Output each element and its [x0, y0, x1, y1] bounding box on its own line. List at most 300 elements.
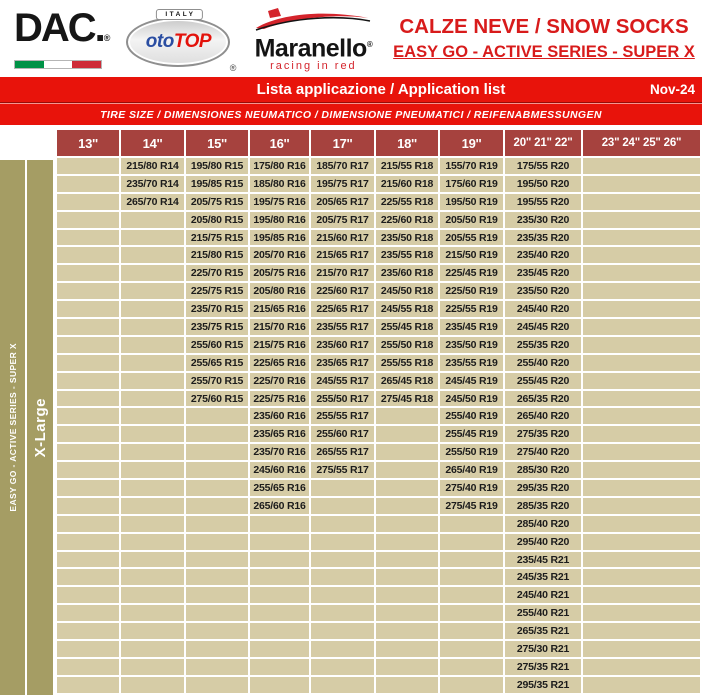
tire-size-cell	[56, 336, 120, 354]
table-row	[56, 264, 701, 282]
tire-size-cell: 275/45 R18	[375, 390, 439, 408]
tire-size-cell: 235/75 R15	[185, 318, 249, 336]
tire-size-cell: 215/80 R14	[120, 157, 185, 175]
tire-size-cell: 295/40 R20	[504, 533, 582, 551]
tire-size-cell	[120, 515, 185, 533]
tire-size-cell	[56, 497, 120, 515]
tire-size-cell	[56, 586, 120, 604]
tire-size-cell	[56, 372, 120, 390]
tire-size-cell	[439, 551, 504, 569]
tire-size-cell	[185, 461, 249, 479]
tire-size-cell: 235/50 R20	[504, 282, 582, 300]
tire-size-cell	[120, 318, 185, 336]
tire-size-cell	[56, 568, 120, 586]
tire-size-cell: 205/65 R17	[310, 193, 375, 211]
tire-size-cell	[375, 497, 439, 515]
tire-size-cell	[185, 407, 249, 425]
tire-size-cell: 205/50 R19	[439, 211, 504, 229]
tire-size-cell: 215/70 R17	[310, 264, 375, 282]
tire-size-cell: 235/55 R19	[439, 354, 504, 372]
table-row	[56, 157, 701, 175]
tire-size-cell	[375, 551, 439, 569]
table-row	[56, 497, 701, 515]
table-row	[56, 586, 701, 604]
table-row	[56, 622, 701, 640]
registered-trademark-icon: ®	[229, 62, 237, 73]
tire-size-cell: 235/60 R16	[249, 407, 310, 425]
tire-size-cell	[310, 586, 375, 604]
table-row	[56, 425, 701, 443]
tire-size-cell: 215/80 R15	[185, 246, 249, 264]
registered-trademark-icon: ®	[103, 33, 111, 43]
tire-size-cell: 255/50 R17	[310, 390, 375, 408]
registered-trademark-icon: ®	[366, 39, 373, 49]
table-row	[56, 354, 701, 372]
tire-size-cell	[249, 622, 310, 640]
tire-size-cell	[310, 658, 375, 676]
tire-size-cell: 175/80 R16	[249, 157, 310, 175]
tire-size-cell: 255/40 R19	[439, 407, 504, 425]
tire-size-cell: 205/70 R16	[249, 246, 310, 264]
tire-size-cell	[249, 676, 310, 694]
tire-size-cell: 235/40 R20	[504, 246, 582, 264]
table-row	[56, 300, 701, 318]
maranello-wordmark: Maranello®	[254, 34, 373, 63]
tire-size-cell	[56, 676, 120, 694]
tire-size-cell: 285/30 R20	[504, 461, 582, 479]
tire-size-cell	[582, 515, 701, 533]
table-row	[56, 372, 701, 390]
tire-size-cell	[120, 497, 185, 515]
tire-size-cell	[185, 497, 249, 515]
tire-size-cell	[249, 568, 310, 586]
tire-size-cell	[310, 622, 375, 640]
tire-size-cell	[582, 175, 701, 193]
tire-size-cell: 265/35 R20	[504, 390, 582, 408]
tire-size-cell	[582, 640, 701, 658]
tire-size-cell: 265/70 R14	[120, 193, 185, 211]
tire-size-cell: 235/45 R20	[504, 264, 582, 282]
table-row	[56, 211, 701, 229]
tire-size-cell	[439, 658, 504, 676]
dac-wordmark: DAC.®	[14, 6, 111, 50]
tire-size-cell: 235/50 R18	[375, 229, 439, 247]
ototop-oto-text: oto	[145, 30, 174, 52]
tire-size-subbanner: TIRE SIZE / DIMENSIONES NEUMATICO / DIMENSIONE PNEUMATICI / REIFENABMESSUNGEN	[0, 103, 702, 125]
tire-size-cell	[120, 443, 185, 461]
tire-size-cell: 235/70 R15	[185, 300, 249, 318]
tire-size-cell	[120, 336, 185, 354]
tire-size-cell: 195/55 R20	[504, 193, 582, 211]
tire-size-cell	[185, 676, 249, 694]
tire-size-cell: 235/35 R20	[504, 229, 582, 247]
tire-size-cell	[120, 622, 185, 640]
tire-size-cell	[120, 211, 185, 229]
tire-size-cell	[56, 354, 120, 372]
tire-size-cell: 255/50 R19	[439, 443, 504, 461]
tire-size-cell	[120, 676, 185, 694]
table-row	[56, 479, 701, 497]
tire-size-cell: 255/65 R16	[249, 479, 310, 497]
tire-table-body	[56, 157, 701, 694]
tire-size-cell	[56, 211, 120, 229]
tire-size-cell	[56, 246, 120, 264]
column-header-6: 19''	[439, 129, 504, 157]
tire-size-cell	[56, 515, 120, 533]
tire-size-cell	[439, 586, 504, 604]
tire-size-cell: 275/35 R21	[504, 658, 582, 676]
tire-size-cell: 265/55 R17	[310, 443, 375, 461]
tire-size-cell	[185, 658, 249, 676]
tire-size-cell	[249, 551, 310, 569]
tire-size-cell	[249, 515, 310, 533]
tire-size-cell: 255/55 R18	[375, 354, 439, 372]
tire-size-cell	[582, 551, 701, 569]
tire-size-cell: 235/70 R14	[120, 175, 185, 193]
tire-size-cell	[582, 229, 701, 247]
tire-size-cell: 265/40 R20	[504, 407, 582, 425]
tire-size-cell	[582, 407, 701, 425]
tire-size-cell: 255/40 R21	[504, 604, 582, 622]
table-row	[56, 533, 701, 551]
tire-size-cell	[120, 246, 185, 264]
tire-size-cell	[185, 586, 249, 604]
tire-size-cell	[582, 676, 701, 694]
tire-size-cell	[582, 604, 701, 622]
column-header-0: 13''	[56, 129, 120, 157]
maranello-logo	[254, 7, 372, 72]
tire-size-cell: 245/45 R20	[504, 318, 582, 336]
tire-size-cell: 225/55 R18	[375, 193, 439, 211]
tire-size-cell: 205/80 R15	[185, 211, 249, 229]
tire-size-cell: 205/55 R19	[439, 229, 504, 247]
tire-size-cell	[582, 443, 701, 461]
tire-size-cell	[120, 354, 185, 372]
tire-size-cell	[185, 640, 249, 658]
tire-size-cell	[582, 246, 701, 264]
tire-size-cell	[120, 461, 185, 479]
tire-size-cell	[375, 515, 439, 533]
tire-size-cell	[56, 425, 120, 443]
tire-size-cell: 255/40 R20	[504, 354, 582, 372]
tire-size-cell	[120, 300, 185, 318]
tire-size-cell: 225/65 R17	[310, 300, 375, 318]
tire-size-cell	[582, 264, 701, 282]
tire-size-cell	[310, 640, 375, 658]
tire-size-cell	[582, 586, 701, 604]
tire-size-cell: 295/35 R21	[504, 676, 582, 694]
tire-size-cell	[120, 282, 185, 300]
side-strips	[0, 128, 53, 695]
tire-size-cell	[56, 479, 120, 497]
tire-size-cell	[56, 229, 120, 247]
tire-size-cell: 255/45 R20	[504, 372, 582, 390]
tire-size-cell	[582, 157, 701, 175]
tire-size-cell: 215/75 R16	[249, 336, 310, 354]
tire-size-cell	[582, 372, 701, 390]
maranello-tagline: racing in red	[270, 60, 357, 73]
tire-size-cell: 195/80 R15	[185, 157, 249, 175]
tire-size-cell	[185, 479, 249, 497]
tire-size-cell: 205/75 R15	[185, 193, 249, 211]
tire-size-cell	[582, 193, 701, 211]
tire-size-cell	[120, 658, 185, 676]
tire-size-cell	[249, 586, 310, 604]
tire-size-cell	[56, 300, 120, 318]
tire-size-cell: 195/50 R19	[439, 193, 504, 211]
tire-size-cell: 235/55 R17	[310, 318, 375, 336]
tire-size-cell	[185, 425, 249, 443]
tire-size-cell	[439, 515, 504, 533]
tire-size-cell	[56, 604, 120, 622]
ototop-oval	[126, 17, 230, 67]
tire-size-cell	[582, 354, 701, 372]
tire-size-cell	[375, 479, 439, 497]
tire-size-cell: 245/35 R21	[504, 568, 582, 586]
tire-size-cell: 195/50 R20	[504, 175, 582, 193]
tire-size-cell	[375, 604, 439, 622]
tire-size-cell	[310, 497, 375, 515]
tire-size-cell	[375, 461, 439, 479]
table-row	[56, 461, 701, 479]
table-row	[56, 175, 701, 193]
tire-size-cell	[439, 622, 504, 640]
series-vertical-strip	[0, 160, 25, 695]
column-header-2: 15''	[185, 129, 249, 157]
tire-size-cell	[439, 568, 504, 586]
table-row	[56, 604, 701, 622]
tire-size-cell	[249, 658, 310, 676]
column-header-7: 20" 21" 22"	[504, 129, 582, 157]
column-header-3: 16''	[249, 129, 310, 157]
dac-logo	[14, 8, 110, 69]
tire-size-cell	[56, 264, 120, 282]
tire-size-cell	[56, 282, 120, 300]
tire-size-cell	[375, 658, 439, 676]
tire-size-cell	[120, 568, 185, 586]
tire-size-cell	[439, 604, 504, 622]
tire-size-cell	[582, 533, 701, 551]
application-list-banner	[0, 77, 702, 103]
tire-size-cell	[582, 211, 701, 229]
product-title-block	[390, 14, 702, 64]
tire-size-cell	[375, 676, 439, 694]
tire-size-cell: 205/75 R17	[310, 211, 375, 229]
tire-size-cell: 155/70 R19	[439, 157, 504, 175]
tire-size-cell: 255/35 R20	[504, 336, 582, 354]
tire-size-cell	[375, 425, 439, 443]
tire-size-cell: 255/45 R18	[375, 318, 439, 336]
tire-size-cell: 275/40 R19	[439, 479, 504, 497]
tire-size-cell: 255/65 R15	[185, 354, 249, 372]
tire-size-cell	[375, 640, 439, 658]
tire-size-cell: 215/55 R18	[375, 157, 439, 175]
table-row	[56, 443, 701, 461]
table-row	[56, 640, 701, 658]
tire-size-cell	[56, 157, 120, 175]
tire-size-cell: 215/50 R19	[439, 246, 504, 264]
tire-size-cell	[249, 640, 310, 658]
tire-size-cell: 225/45 R19	[439, 264, 504, 282]
table-row	[56, 282, 701, 300]
ototop-italy-label: ITALY	[156, 9, 202, 20]
tire-size-cell: 225/60 R18	[375, 211, 439, 229]
tire-size-cell: 205/75 R16	[249, 264, 310, 282]
tire-size-cell	[56, 193, 120, 211]
table-row	[56, 193, 701, 211]
tire-size-cell	[185, 622, 249, 640]
tire-size-cell: 255/45 R19	[439, 425, 504, 443]
table-row	[56, 515, 701, 533]
tire-size-cell	[120, 407, 185, 425]
tire-size-cell	[375, 586, 439, 604]
tire-size-cell: 235/70 R16	[249, 443, 310, 461]
tire-size-cell	[310, 479, 375, 497]
tire-size-cell	[582, 461, 701, 479]
table-row	[56, 551, 701, 569]
tire-size-cell: 205/80 R16	[249, 282, 310, 300]
tire-size-cell: 275/40 R20	[504, 443, 582, 461]
tire-size-cell: 225/65 R16	[249, 354, 310, 372]
size-vertical-strip	[27, 160, 53, 695]
table-row	[56, 407, 701, 425]
tire-size-cell: 185/70 R17	[310, 157, 375, 175]
maranello-car-swoosh-icon	[254, 7, 372, 33]
tire-size-cell: 215/60 R17	[310, 229, 375, 247]
tire-size-cell	[56, 407, 120, 425]
tire-size-cell: 245/55 R18	[375, 300, 439, 318]
tire-size-cell: 235/65 R17	[310, 354, 375, 372]
tire-size-cell: 225/75 R15	[185, 282, 249, 300]
tire-size-cell	[582, 497, 701, 515]
tire-size-cell	[56, 461, 120, 479]
tire-size-cell: 245/60 R16	[249, 461, 310, 479]
tire-size-cell: 275/30 R21	[504, 640, 582, 658]
tire-size-cell	[375, 407, 439, 425]
tire-size-cell	[582, 425, 701, 443]
tire-size-cell: 195/75 R16	[249, 193, 310, 211]
tire-size-cell: 265/40 R19	[439, 461, 504, 479]
tire-size-cell: 245/45 R19	[439, 372, 504, 390]
tire-size-cell: 215/70 R16	[249, 318, 310, 336]
tire-size-cell: 235/30 R20	[504, 211, 582, 229]
table-row	[56, 246, 701, 264]
tire-size-cell	[120, 533, 185, 551]
tire-size-cell: 225/70 R15	[185, 264, 249, 282]
tire-size-cell	[375, 622, 439, 640]
tire-size-cell: 235/60 R18	[375, 264, 439, 282]
tire-size-cell	[582, 318, 701, 336]
tire-size-cell	[310, 568, 375, 586]
tire-size-cell	[310, 533, 375, 551]
application-table-area	[0, 128, 702, 695]
tire-size-cell: 225/70 R16	[249, 372, 310, 390]
column-header-row	[56, 129, 701, 157]
product-series-title: EASY GO - ACTIVE SERIES - SUPER X	[393, 42, 695, 61]
tire-size-cell: 225/60 R17	[310, 282, 375, 300]
tire-size-cell: 285/35 R20	[504, 497, 582, 515]
tire-size-cell: 255/50 R18	[375, 336, 439, 354]
tire-size-cell	[56, 390, 120, 408]
tire-size-cell	[120, 479, 185, 497]
tire-size-cell	[375, 443, 439, 461]
tire-size-cell	[56, 175, 120, 193]
italian-flag-icon	[14, 60, 102, 69]
tire-application-table	[55, 128, 702, 695]
tire-size-cell	[582, 282, 701, 300]
table-row	[56, 676, 701, 694]
tire-size-cell	[120, 586, 185, 604]
tire-size-cell	[249, 533, 310, 551]
tire-size-cell	[582, 336, 701, 354]
tire-size-cell: 195/75 R17	[310, 175, 375, 193]
size-vertical-label: X-Large	[31, 397, 49, 458]
tire-size-cell	[120, 640, 185, 658]
tire-size-cell	[439, 533, 504, 551]
tire-size-cell	[582, 568, 701, 586]
tire-size-cell	[249, 604, 310, 622]
table-row	[56, 229, 701, 247]
tire-size-cell	[120, 390, 185, 408]
tire-size-cell	[185, 443, 249, 461]
tire-size-cell: 215/75 R15	[185, 229, 249, 247]
tire-size-cell: 185/80 R16	[249, 175, 310, 193]
tire-size-cell: 225/75 R16	[249, 390, 310, 408]
tire-size-cell: 215/65 R17	[310, 246, 375, 264]
tire-size-cell	[56, 533, 120, 551]
tire-size-cell	[582, 658, 701, 676]
tire-size-cell: 255/60 R17	[310, 425, 375, 443]
table-row	[56, 390, 701, 408]
tire-size-cell	[185, 551, 249, 569]
tire-size-cell	[582, 622, 701, 640]
tire-size-cell	[310, 515, 375, 533]
tire-size-cell	[185, 515, 249, 533]
tire-size-cell: 265/35 R21	[504, 622, 582, 640]
tire-size-cell	[56, 640, 120, 658]
tire-size-cell: 215/60 R18	[375, 175, 439, 193]
corner-spacer	[0, 128, 53, 160]
table-row	[56, 318, 701, 336]
table-row	[56, 336, 701, 354]
tire-size-cell	[185, 533, 249, 551]
ototop-logo	[126, 10, 237, 73]
tire-size-cell: 195/80 R16	[249, 211, 310, 229]
tire-size-cell: 265/60 R16	[249, 497, 310, 515]
tire-size-cell: 255/70 R15	[185, 372, 249, 390]
tire-size-cell	[56, 658, 120, 676]
tire-size-cell: 265/45 R18	[375, 372, 439, 390]
tire-size-cell: 255/55 R17	[310, 407, 375, 425]
tire-size-cell	[56, 622, 120, 640]
tire-size-cell: 275/35 R20	[504, 425, 582, 443]
tire-size-cell: 175/55 R20	[504, 157, 582, 175]
tire-size-cell	[120, 264, 185, 282]
tire-size-cell: 245/55 R17	[310, 372, 375, 390]
tire-size-cell: 235/65 R16	[249, 425, 310, 443]
tire-size-cell: 295/35 R20	[504, 479, 582, 497]
tire-size-cell	[120, 372, 185, 390]
tire-size-cell	[185, 568, 249, 586]
tire-size-cell	[439, 676, 504, 694]
tire-size-cell	[582, 390, 701, 408]
tire-size-cell: 275/60 R15	[185, 390, 249, 408]
tire-size-cell	[56, 551, 120, 569]
column-header-8: 23" 24" 25" 26"	[582, 129, 701, 157]
tire-size-cell	[56, 443, 120, 461]
ototop-top-text: TOP	[173, 30, 212, 52]
series-vertical-label: EASY GO - ACTIVE SERIES - SUPER X	[7, 343, 18, 512]
